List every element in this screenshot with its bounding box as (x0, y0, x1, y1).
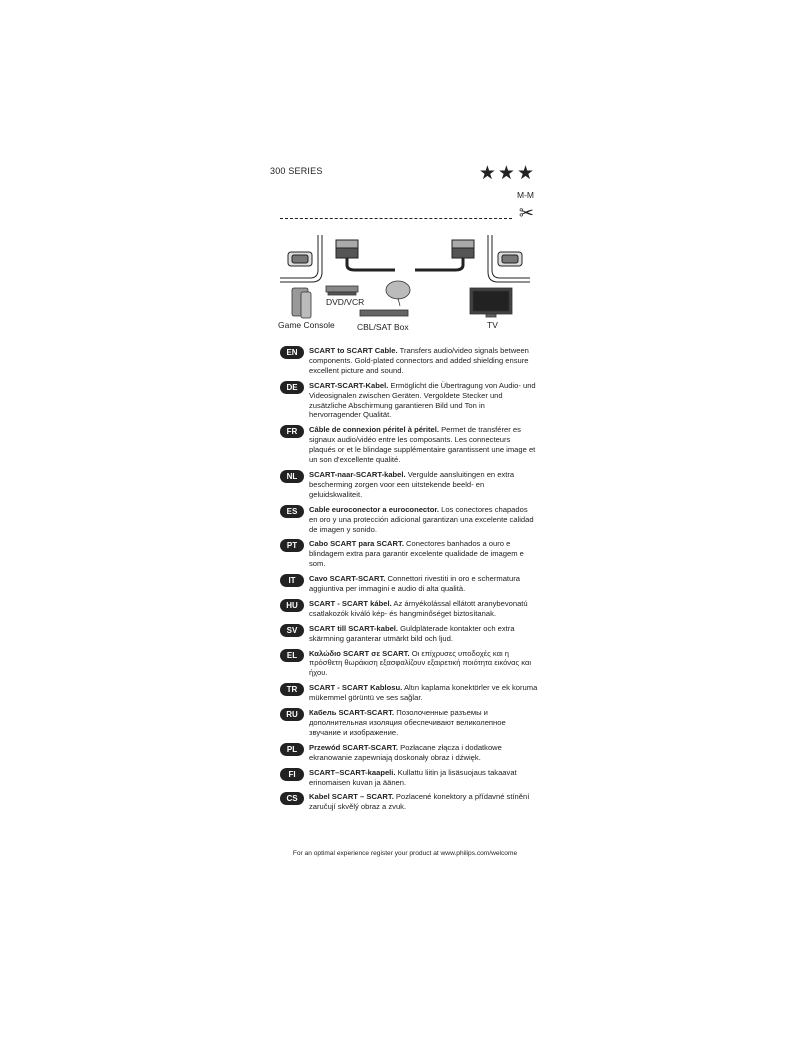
language-row (280, 683, 538, 703)
description-text: Pozlacené konektory a přídavné stínění zaručují skvělý obraz a zvuk. (309, 792, 530, 812)
cut-line (280, 218, 512, 219)
description-text: Conectores banhados a ouro e blindagem extra para garantir excelente qualidade de imagem e som. (309, 539, 524, 569)
language-badge: RU (280, 708, 304, 721)
language-row (280, 539, 538, 569)
description-text: Позолоченные разъемы и дополнительная изоляция обеспечивают великолепное звучание и изображение. (309, 708, 506, 737)
description-text: Permet de transférer es signaux audio/vidéo entre les composants. Les connecteurs plaqués or et le blindage supplémentaire garantissent une image et un son d'excellente qualité. (309, 425, 536, 465)
language-list (280, 346, 538, 817)
description-title: Καλώδιο SCART σε SCART. (309, 648, 410, 658)
language-badge: ES (280, 505, 304, 518)
description-title: SCART-SCART-Kabel. (309, 380, 389, 390)
description-title: Cable euroconector a euroconector. (309, 504, 439, 514)
description-title: SCART–SCART-kaapeli. (309, 767, 396, 777)
language-badge: EN (280, 346, 304, 359)
description-text: Az árnyékolással ellátott aranybevonatú csatlakozók kiváló kép- és hangminőséget biztosítanak. (309, 598, 528, 618)
language-badge: DE (280, 381, 304, 394)
description-title: SCART to SCART Cable. (309, 346, 398, 355)
description-text: Guldpläterade kontakter och extra skärmning garanterar utmärkt bild och ljud. (309, 623, 515, 643)
rating-stars: ★★★ (478, 163, 536, 184)
device-label-sat-box: CBL/SAT Box (357, 322, 409, 332)
language-badge: IT (280, 574, 304, 587)
description-title: SCART - SCART Kablosu. (309, 683, 403, 693)
description-title: Кабель SCART-SCART. (309, 708, 395, 718)
description-text: Kullattu liitin ja lisäsuojaus takaavat erinomaisen kuvan ja äänen. (309, 767, 517, 787)
description-text: Ermöglicht die Übertragung von Audio- und Videosignalen zwischen Geräten. Vergoldete Stecker und zusätzliche Abschirmung garantieren Bild und Ton in hervorragender Qualität. (309, 380, 536, 420)
description-text: Οι επίχρυσες υποδοχές και η πρόσθετη θωράκιση εξασφαλίζουν εξαιρετική ποιότητα εικόνας και ήχου. (309, 648, 532, 678)
language-row (280, 708, 538, 738)
language-badge: CS (280, 792, 304, 805)
language-badge: SV (280, 624, 304, 637)
language-row (280, 599, 538, 619)
language-row (280, 649, 538, 679)
device-label-game-console: Game Console (278, 320, 335, 330)
product-card (270, 160, 540, 860)
language-badge: NL (280, 470, 304, 483)
description-title: Câble de connexion péritel à péritel. (309, 425, 439, 435)
description-title: Cabo SCART para SCART. (309, 539, 404, 549)
language-row (280, 743, 538, 763)
description-text: Vergulde aansluitingen en extra bescherming zorgen voor een uitstekende beeld- en geluidskwaliteit. (309, 469, 515, 499)
language-badge: HU (280, 599, 304, 612)
description-title: SCART - SCART kábel. (309, 598, 392, 608)
language-row (280, 381, 538, 421)
series-label: 300 SERIES (270, 166, 323, 176)
description-title: Przewód SCART-SCART. (309, 742, 399, 752)
scissors-icon: ✂ (518, 203, 534, 223)
language-row (280, 425, 538, 465)
description-title: Kabel SCART – SCART. (309, 792, 394, 802)
language-row (280, 505, 538, 535)
description-title: Cavo SCART-SCART. (309, 574, 386, 584)
language-badge: PL (280, 743, 304, 756)
language-badge: FI (280, 768, 304, 781)
language-badge: TR (280, 683, 304, 696)
description-title: SCART-naar-SCART-kabel. (309, 469, 406, 479)
language-badge: FR (280, 425, 304, 438)
description-text: Altın kaplama konektörler ve ek koruma mükemmel görüntü ve ses sağlar. (309, 683, 538, 703)
description-text: Transfers audio/video signals between components. Gold-plated connectors and added shielding ensure excellent picture and sound. (309, 346, 529, 375)
language-badge: EL (280, 649, 304, 662)
device-label-tv: TV (487, 320, 498, 330)
description-title: SCART till SCART-kabel. (309, 623, 399, 633)
language-badge: PT (280, 539, 304, 552)
language-row (280, 574, 538, 594)
description-text: Connettori rivestiti in oro e schermatura aggiuntiva per immagini e audio di alta qualità. (309, 574, 521, 594)
language-row (280, 624, 538, 644)
language-row (280, 470, 538, 500)
connector-type-label: M-M (517, 190, 534, 200)
language-row (280, 768, 538, 788)
language-row (280, 346, 538, 376)
description-text: Pozłacane złącza i dodatkowe ekranowanie zapewniają doskonały obraz i dźwięk. (309, 742, 502, 762)
language-row (280, 792, 538, 812)
device-label-dvd: DVD/VCR (326, 297, 365, 307)
footer-note: For an optimal experience register your product at www.philips.com/welcome (292, 850, 518, 857)
description-text: Los conectores chapados en oro y una protección adicional garantizan una excelente calidad de imagen y sonido. (309, 504, 534, 534)
